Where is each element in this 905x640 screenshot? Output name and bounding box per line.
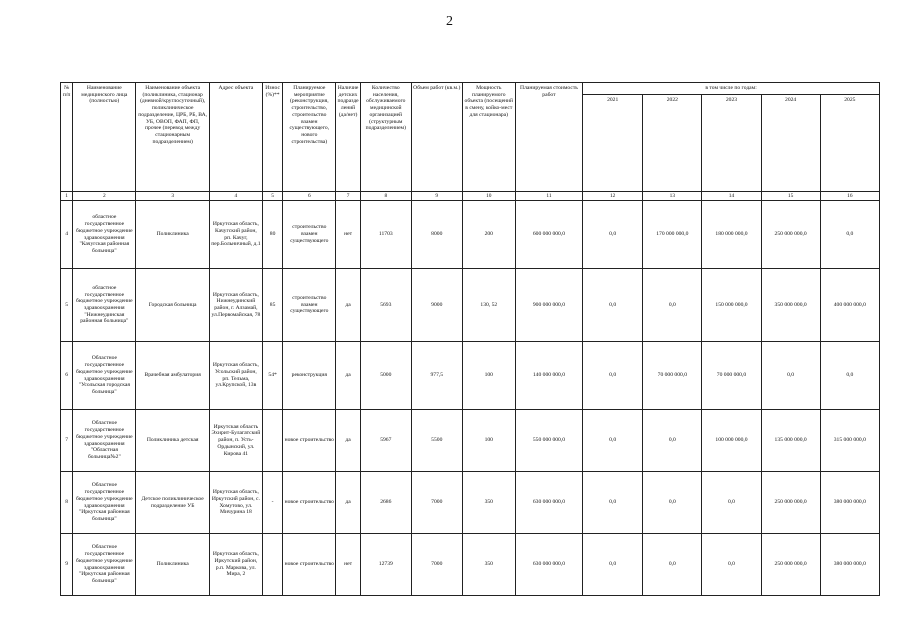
cell-population: 12739	[360, 534, 411, 596]
cell-address: Иркутская область Эхирит-Булагатский район, п. Усть-Ордынский, ул. Кирова 41	[209, 410, 262, 472]
cell-capacity: 200	[462, 201, 515, 269]
cell-activity: новое строительство	[283, 410, 336, 472]
investment-table	[60, 82, 880, 596]
cell-volume: 5500	[411, 410, 462, 472]
column-number: 2	[73, 192, 136, 201]
cell-children: да	[336, 410, 360, 472]
cell-wear: 85	[262, 269, 282, 342]
cell-object: Поликлиника детская	[136, 410, 209, 472]
column-number: 11	[515, 192, 582, 201]
header-population: Количество населения, обслуживаемого медицинской организацией (структурным подразделением)	[360, 83, 411, 192]
header-year-2024: 2024	[761, 95, 820, 192]
cell-cost: 140 000 000,0	[515, 342, 582, 410]
header-org: Наименование медицинского лица (полностью)	[73, 83, 136, 192]
cell-2024: 250 000 000,0	[761, 472, 820, 534]
cell-2021: 0,0	[583, 472, 643, 534]
header-capacity: Мощность планируемого объекта (посещений в смену, койко-мест для стационара)	[462, 83, 515, 192]
cell-children: да	[336, 269, 360, 342]
cell-capacity: 350	[462, 534, 515, 596]
cell-wear	[262, 410, 282, 472]
cell-2022: 0,0	[643, 410, 702, 472]
cell-cost: 900 000 000,0	[515, 269, 582, 342]
cell-2025: 0,0	[820, 201, 879, 269]
header-children: Наличие детских подразделений (да/нет)	[336, 83, 360, 192]
cell-org: областное государственное бюджетное учреждение здравоохранения "Качугская районная больница"	[73, 201, 136, 269]
table-row	[61, 410, 880, 472]
column-number: 6	[283, 192, 336, 201]
cell-population: 11703	[360, 201, 411, 269]
cell-volume: 7000	[411, 472, 462, 534]
header-activity: Планируемое мероприятие (реконструкция, строительство, строительство взамен существующего, нового строительства)	[283, 83, 336, 192]
cell-2025: 380 000 000,0	[820, 534, 879, 596]
cell-2024: 350 000 000,0	[761, 269, 820, 342]
column-number: 10	[462, 192, 515, 201]
cell-org: Областное государственное бюджетное учреждение здравоохранения "Иркутская районная больница"	[73, 472, 136, 534]
cell-org: Областное государственное бюджетное учреждение здравоохранения "Иркутская районная больница"	[73, 534, 136, 596]
cell-2023: 70 000 000,0	[702, 342, 761, 410]
cell-2022: 0,0	[643, 534, 702, 596]
cell-object: Городская больница	[136, 269, 209, 342]
table-row	[61, 269, 880, 342]
cell-2023: 0,0	[702, 534, 761, 596]
cell-2022: 170 000 000,0	[643, 201, 702, 269]
cell-capacity: 130, 52	[462, 269, 515, 342]
cell-children: да	[336, 472, 360, 534]
column-number: 13	[643, 192, 702, 201]
cell-activity: новое строительство	[283, 472, 336, 534]
cell-address: Иркутская область, Нижнеудинский район, г. Алзамай, ул.Первомайская, 78	[209, 269, 262, 342]
cell-population: 5000	[360, 342, 411, 410]
cell-volume: 8000	[411, 201, 462, 269]
cell-children: нет	[336, 201, 360, 269]
cell-2021: 0,0	[583, 410, 643, 472]
cell-2021: 0,0	[583, 534, 643, 596]
header-no: № п/п	[61, 83, 73, 192]
cell-2025: 400 000 000,0	[820, 269, 879, 342]
cell-volume: 9000	[411, 269, 462, 342]
cell-wear: -	[262, 472, 282, 534]
table-row	[61, 534, 880, 596]
cell-children: да	[336, 342, 360, 410]
cell-no: 6	[61, 342, 73, 410]
column-number: 12	[583, 192, 643, 201]
cell-children: нет	[336, 534, 360, 596]
cell-wear: 80	[262, 201, 282, 269]
cell-object: Поликлиника	[136, 201, 209, 269]
header-year-2025: 2025	[820, 95, 879, 192]
cell-2022: 0,0	[643, 269, 702, 342]
cell-wear: 54*	[262, 342, 282, 410]
cell-capacity: 100	[462, 410, 515, 472]
cell-2024: 135 000 000,0	[761, 410, 820, 472]
cell-activity: строительство взамен существующего	[283, 269, 336, 342]
cell-2023: 180 000 000,0	[702, 201, 761, 269]
cell-capacity: 100	[462, 342, 515, 410]
cell-2022: 70 000 000,0	[643, 342, 702, 410]
column-number: 3	[136, 192, 209, 201]
table-row	[61, 472, 880, 534]
header-year-2021: 2021	[583, 95, 643, 192]
column-numbers-row	[61, 192, 880, 201]
header-address: Адрес объекта	[209, 83, 262, 192]
column-number: 14	[702, 192, 761, 201]
column-number: 9	[411, 192, 462, 201]
table-row	[61, 201, 880, 269]
cell-object: Поликлиника	[136, 534, 209, 596]
cell-2021: 0,0	[583, 201, 643, 269]
table-row	[61, 342, 880, 410]
cell-no: 8	[61, 472, 73, 534]
cell-cost: 600 000 000,0	[515, 201, 582, 269]
cell-2022: 0,0	[643, 472, 702, 534]
cell-2025: 0,0	[820, 342, 879, 410]
cell-2025: 380 000 000,0	[820, 472, 879, 534]
column-number: 8	[360, 192, 411, 201]
column-number: 16	[820, 192, 879, 201]
header-volume: Объем работ (кв.м.)	[411, 83, 462, 192]
cell-capacity: 350	[462, 472, 515, 534]
column-number: 5	[262, 192, 282, 201]
column-number: 1	[61, 192, 73, 201]
header-year-2022: 2022	[643, 95, 702, 192]
header-wear: Износ (%)**	[262, 83, 282, 192]
cell-object: Врачебная амбулатория	[136, 342, 209, 410]
cell-population: 5967	[360, 410, 411, 472]
column-number: 15	[761, 192, 820, 201]
header-cost: Планируемая стоимость работ	[515, 83, 582, 192]
cell-2024: 250 000 000,0	[761, 534, 820, 596]
cell-activity: новое строительство	[283, 534, 336, 596]
cell-org: Областное государственное бюджетное учреждение здравоохранения "Усольская городская больница"	[73, 342, 136, 410]
cell-2023: 100 000 000,0	[702, 410, 761, 472]
cell-address: Иркутская область, Усольский район, рп. Тельма, ул.Крупской, 13в	[209, 342, 262, 410]
cell-2024: 250 000 000,0	[761, 201, 820, 269]
cell-volume: 977,5	[411, 342, 462, 410]
cell-address: Иркутская область, Качугский район, рп. Качуг, пер.Больничный, д.1	[209, 201, 262, 269]
cell-no: 7	[61, 410, 73, 472]
cell-cost: 550 000 000,0	[515, 410, 582, 472]
cell-2023: 0,0	[702, 472, 761, 534]
cell-address: Иркутская область, Иркутский район, с. Хомутово, ул. Мичурина 18	[209, 472, 262, 534]
cell-2021: 0,0	[583, 342, 643, 410]
column-number: 7	[336, 192, 360, 201]
cell-no: 9	[61, 534, 73, 596]
header-by-years: в том числе по годам:	[583, 83, 880, 95]
cell-wear	[262, 534, 282, 596]
cell-2023: 150 000 000,0	[702, 269, 761, 342]
cell-object: Детское поликлиническое подразделение УБ	[136, 472, 209, 534]
cell-activity: строительство взамен существующего	[283, 201, 336, 269]
cell-2025: 315 000 000,0	[820, 410, 879, 472]
cell-activity: реконструкция	[283, 342, 336, 410]
cell-org: Областное государственное бюджетное учреждение здравоохранения "Областная больница№2"	[73, 410, 136, 472]
cell-volume: 7000	[411, 534, 462, 596]
cell-no: 4	[61, 201, 73, 269]
cell-cost: 630 000 000,0	[515, 472, 582, 534]
cell-address: Иркутская область, Иркутский район, р.п. Маркова, ул. Мира, 2	[209, 534, 262, 596]
cell-population: 2686	[360, 472, 411, 534]
cell-org: областное государственное бюджетное учреждение здравоохранения "Нижнеудинская районная больница"	[73, 269, 136, 342]
header-year-2023: 2023	[702, 95, 761, 192]
header-object: Наименование объекта (поликлиника, стационар (дневной/круглосуточный), поликлиническое подразделение, ЦРБ, РБ, ВА, УБ, ОВОП, ФАП, ФП, прочее (перевод между стационарным подразделением)	[136, 83, 209, 192]
cell-population: 5693	[360, 269, 411, 342]
cell-2024: 0,0	[761, 342, 820, 410]
page-number: 2	[446, 14, 453, 29]
cell-no: 5	[61, 269, 73, 342]
cell-cost: 630 000 000,0	[515, 534, 582, 596]
column-number: 4	[209, 192, 262, 201]
cell-2021: 0,0	[583, 269, 643, 342]
